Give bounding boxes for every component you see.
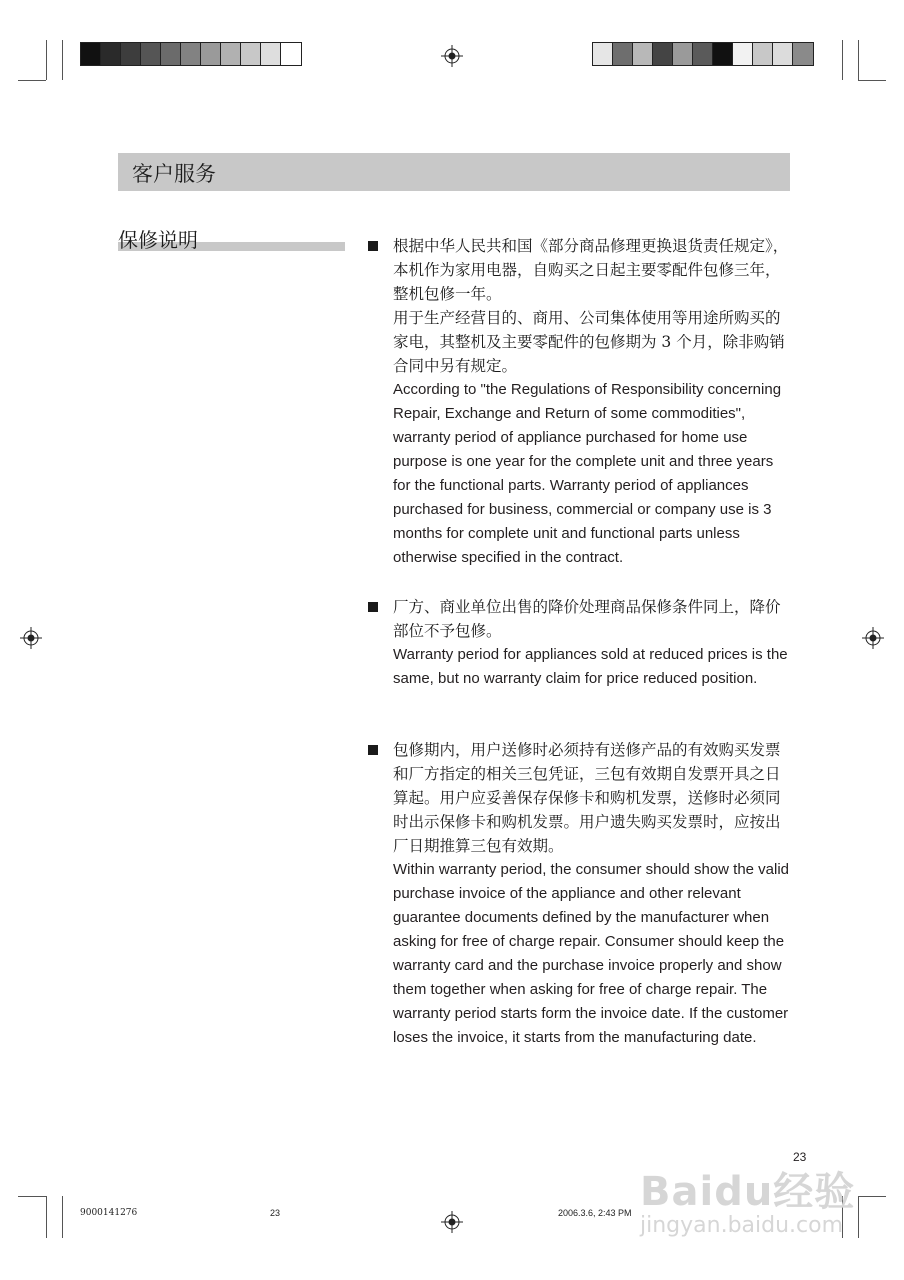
color-swatch	[613, 43, 633, 65]
crop-mark	[842, 40, 843, 80]
color-swatch	[653, 43, 673, 65]
color-swatch	[753, 43, 773, 65]
item-text-zh: 包修期内，用户送修时必须持有送修产品的有效购买发票和厂方指定的相关三包凭证，三包有效期自发票开具之日算起。用户应妥善保存保修卡和购机发票，送修时必须同时出示保修卡和购机发票。用户遗失购买发票时，应按出厂日期推算三包有效期。	[393, 741, 781, 855]
color-swatch	[221, 43, 241, 65]
watermark-brand: Baidu经验	[640, 1169, 856, 1215]
crop-mark	[62, 40, 63, 80]
list-item	[368, 234, 793, 570]
footer-page: 23	[270, 1208, 281, 1218]
registration-target-icon	[20, 627, 42, 649]
square-bullet-icon	[368, 602, 378, 612]
color-swatch	[121, 43, 141, 65]
color-swatch	[261, 43, 281, 65]
color-swatch	[101, 43, 121, 65]
item-text-zh: 用于生产经营目的、商用、公司集体使用等用途所购买的家电，其整机及主要零配件的包修期为 3 个月，除非购销合同中另有规定。	[393, 309, 785, 375]
crop-mark	[46, 1196, 47, 1238]
color-swatch	[141, 43, 161, 65]
page-title: 客户服务	[132, 162, 216, 186]
registration-target-icon	[441, 1211, 463, 1233]
item-text-zh: 根据中华人民共和国《部分商品修理更换退货责任规定》，本机作为家用电器，自购买之日起主要零配件包修三年，整机包修一年。	[393, 237, 789, 303]
item-text-zh: 厂方、商业单位出售的降价处理商品保修条件同上，降价部位不予包修。	[393, 598, 781, 640]
color-swatch	[81, 43, 101, 65]
registration-target-icon	[441, 45, 463, 67]
square-bullet-icon	[368, 745, 378, 755]
item-text-en: Warranty period for appliances sold at reduced prices is the same, but no warranty claim for price reduced position.	[393, 646, 788, 687]
color-swatch	[673, 43, 693, 65]
section-title: 保修说明	[118, 228, 198, 252]
list-item	[368, 738, 793, 1050]
crop-mark	[62, 1196, 63, 1238]
color-swatch	[733, 43, 753, 65]
color-swatch	[281, 43, 301, 65]
color-swatch	[241, 43, 261, 65]
color-swatch	[161, 43, 181, 65]
footer-timestamp: 2006.3.6, 2:43 PM	[558, 1208, 632, 1218]
crop-mark	[858, 80, 886, 81]
item-text-en: Within warranty period, the consumer should show the valid purchase invoice of the appliance and other relevant guarantee documents defined by the manufacturer when asking for free of charge repair. Consumer should keep the warranty card and the purchase invoice properly and show them together when asking for free of charge repair. The warranty period starts form the invoice date. If the customer loses the invoice, it starts from the manufacturing date.	[393, 861, 790, 1046]
color-swatch	[713, 43, 733, 65]
watermark-url: jingyan.baidu.com	[640, 1213, 844, 1238]
registration-target-icon	[862, 627, 884, 649]
color-calibration-bar-right	[592, 42, 814, 66]
watermark	[640, 1160, 855, 1238]
crop-mark	[18, 80, 46, 81]
color-calibration-bar-left	[80, 42, 302, 66]
color-swatch	[693, 43, 713, 65]
color-swatch	[201, 43, 221, 65]
item-text-en: According to "the Regulations of Responsibility concerning Repair, Exchange and Return of some commodities", warranty period of appliance purchased for home use purpose is one year for the complete unit and three years for the functional parts. Warranty period of appliances purchased for business, commercial or company use is 3 months for complete unit and functional parts unless otherwise specified in the contract.	[393, 381, 782, 566]
crop-mark	[858, 1196, 886, 1197]
color-swatch	[793, 43, 813, 65]
footer-code: 9000141276	[80, 1208, 138, 1218]
crop-mark	[858, 40, 859, 80]
crop-mark	[858, 1196, 859, 1238]
color-swatch	[593, 43, 613, 65]
crop-mark	[46, 40, 47, 80]
color-swatch	[181, 43, 201, 65]
crop-mark	[18, 1196, 46, 1197]
list-item	[368, 595, 793, 691]
color-swatch	[633, 43, 653, 65]
header-band	[118, 153, 790, 191]
color-swatch	[773, 43, 793, 65]
page-number: 23	[793, 1150, 807, 1164]
square-bullet-icon	[368, 241, 378, 251]
